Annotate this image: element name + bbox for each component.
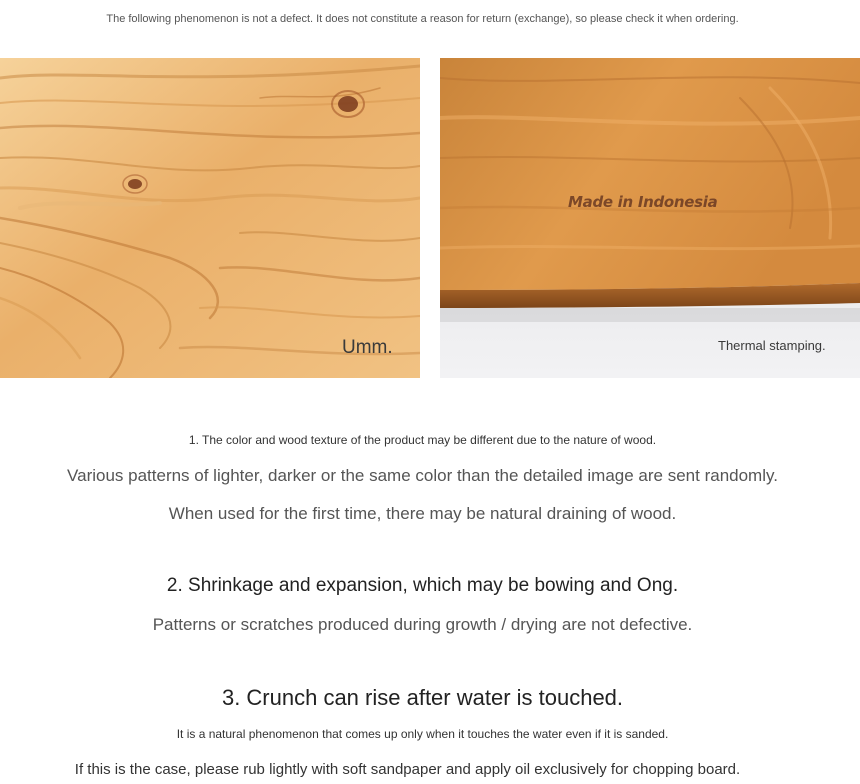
section1-heading: 1. The color and wood texture of the product may be different due to the nature of wood. [188,433,657,447]
section2-heading: 2. Shrinkage and expansion, which may be bowing and Ong. [166,575,679,596]
wood-grain-photo [0,58,420,378]
board-corner-image [440,58,860,378]
section2-line1: Patterns or scratches produced during growth / drying are not defective. [152,615,693,634]
thermal-stamping-caption: Thermal stamping. [718,338,826,353]
made-in-stamp: Made in Indonesia [568,193,718,211]
disclaimer-notice: The following phenomenon is not a defect. It does not constitute a reason for return (exchange), so please check it when ordering. [106,13,739,25]
thermal-stamp-photo [440,58,860,378]
section3-line2: If this is the case, please rub lightly with soft sandpaper and apply oil exclusively for chopping board. [74,761,741,778]
section1-line1: Various patterns of lighter, darker or the same color than the detailed image are sent randomly. [67,466,778,485]
section3-line1: It is a natural phenomenon that comes up only when it touches the water even if it is sanded. [176,727,669,741]
wood-knot-caption: Umm. [342,337,393,358]
section3-heading: 3. Crunch can rise after water is touched. [221,685,624,710]
wood-grain-image [0,58,420,378]
section1-line2: When used for the first time, there may be natural draining of wood. [168,504,677,523]
